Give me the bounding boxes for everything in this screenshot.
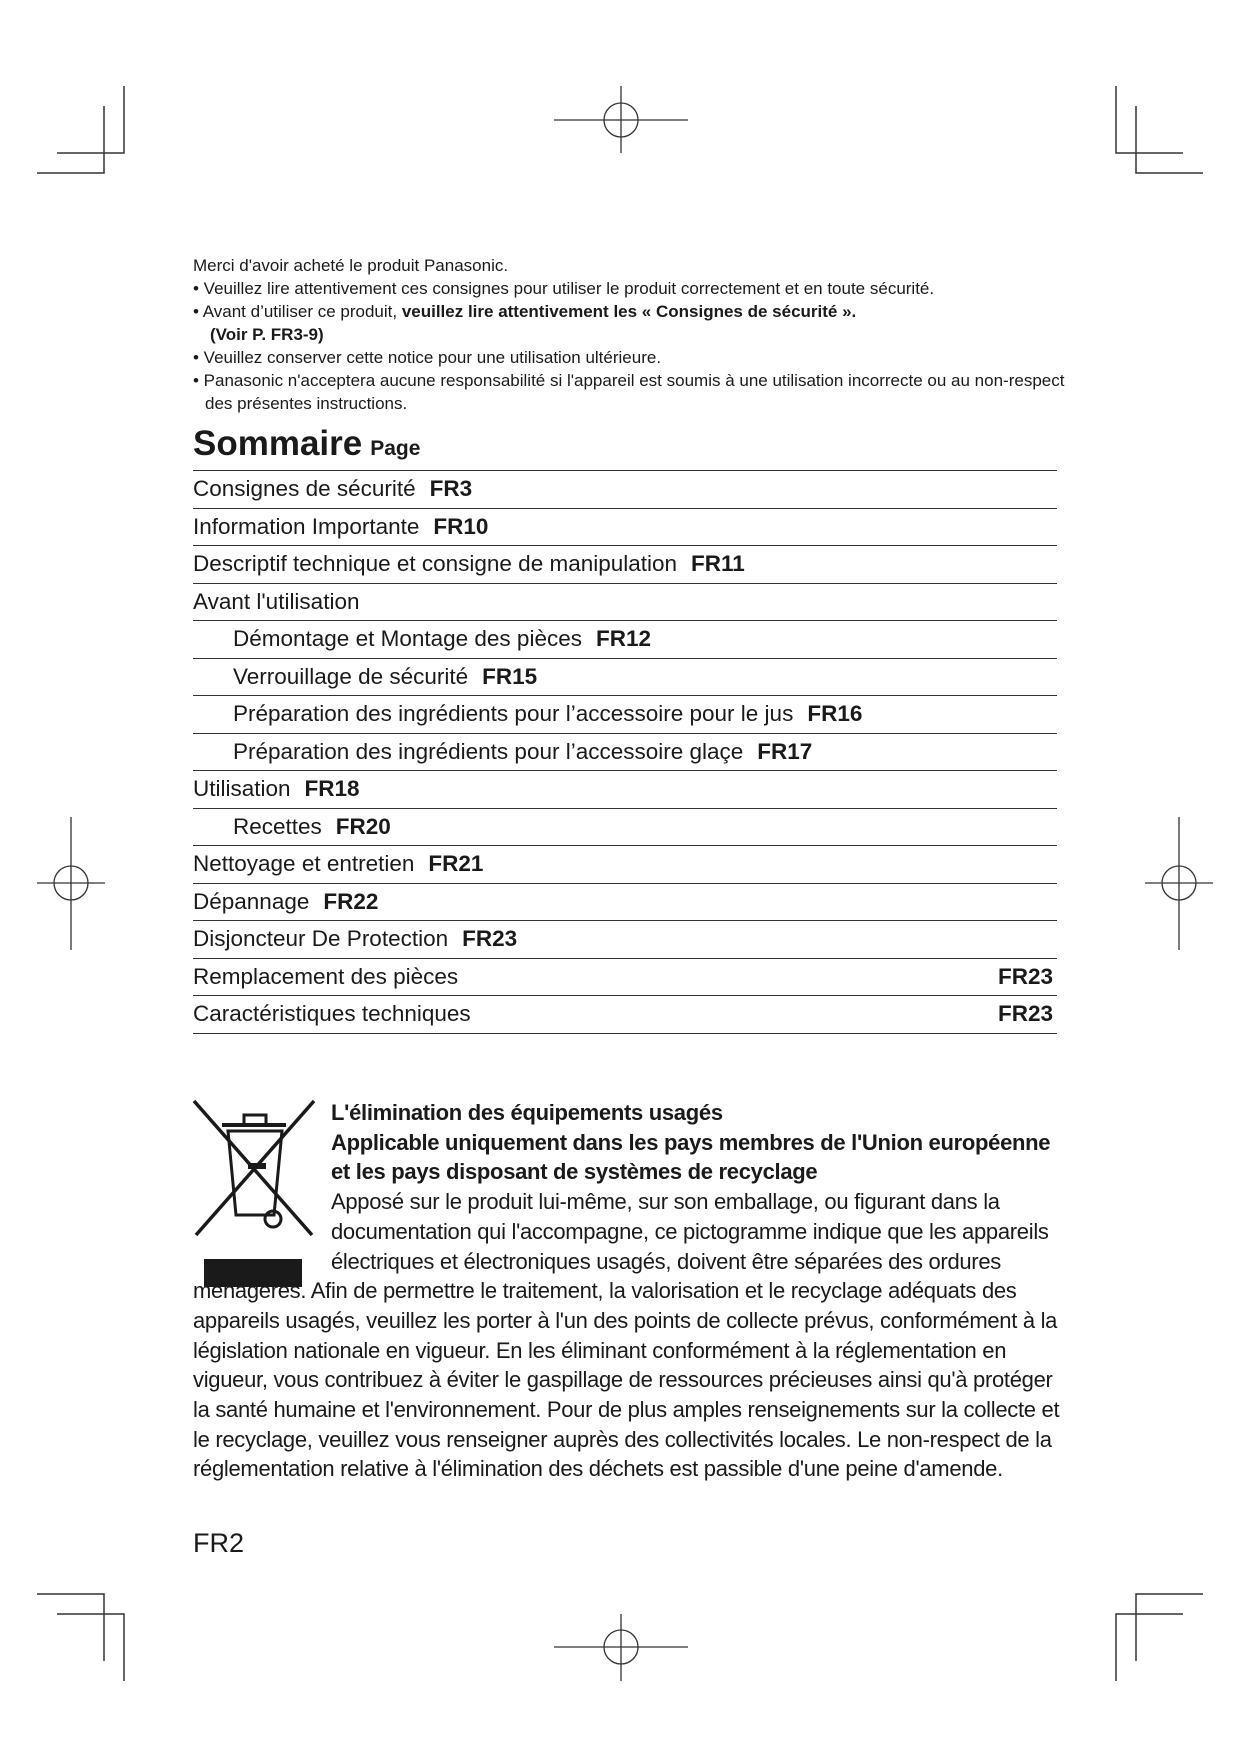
safety-page-reference: (Voir P. FR3-9) <box>210 325 324 344</box>
toc-row[interactable] <box>193 959 1057 997</box>
toc-entry-page: FR10 <box>433 513 489 539</box>
toc-row[interactable] <box>193 809 1057 847</box>
toc-entry-label: Démontage et Montage des pièces <box>233 626 582 652</box>
intro-bullet: • Veuillez lire attentivement ces consignes pour utiliser le produit correctement et en toute sécurité. <box>193 279 935 298</box>
toc-entry-label: Caractéristiques techniques <box>193 1001 471 1027</box>
disposal-section <box>193 1098 1073 1484</box>
toc-entry-label: Préparation des ingrédients pour l’accessoire glaçe <box>233 738 744 764</box>
toc-page-label: Page <box>370 437 421 460</box>
disposal-body: Apposé sur le produit lui-même, sur son emballage, ou figurant dans la documentation qui l'accompagne, ce pictogramme indique que les appareils électriques et électroniques usagés, doivent être séparées des ordures ménagères. Afin de permettre le traitement, la valorisation et le recyclage adéquats des appareils usagés, veuillez les porter à l'un des points de collecte prévus, conformément à la législation nationale en vigueur. En les éliminant conformément à la réglementation en vigueur, vous contribuez à éviter le gaspillage de ressources précieuses ainsi qu'à protéger la santé humaine et l'environnement. Pour de plus amples renseignements sur la collecte et le recyclage, veuillez vous renseigner auprès des collectivités locales. Le non-respect de la réglementation relative à l'élimination des déchets est passible d'une peine d'amende. <box>193 1189 1060 1482</box>
toc-entry-page: FR22 <box>323 888 379 914</box>
toc-row[interactable] <box>193 584 1057 622</box>
toc-entry-label: Recettes <box>233 813 322 839</box>
crop-mark-bottom-left <box>37 1594 124 1681</box>
toc-row[interactable] <box>193 921 1057 959</box>
toc-row[interactable] <box>193 696 1057 734</box>
toc-row[interactable] <box>193 621 1057 659</box>
intro-bullet: • Veuillez conserver cette notice pour une utilisation ultérieure. <box>193 348 662 367</box>
toc-entry-page: FR11 <box>691 551 745 577</box>
toc-entry-label: Verrouillage de sécurité <box>233 663 469 689</box>
crop-mark-bottom-right <box>1116 1594 1203 1681</box>
toc-entry-page: FR20 <box>335 813 391 839</box>
disposal-heading: L'élimination des équipements usagés <box>331 1100 723 1125</box>
toc-row[interactable] <box>193 884 1057 922</box>
registration-mark-left <box>37 817 105 950</box>
toc-entry-label: Préparation des ingrédients pour l’accessoire pour le jus <box>233 701 794 727</box>
bullet-bold-text: veuillez lire attentivement les « Consignes de sécurité ». <box>401 302 857 321</box>
toc-entry-label: Nettoyage et entretien <box>193 851 415 877</box>
toc-entry-label: Avant l'utilisation <box>193 588 360 614</box>
toc-entry-page: FR23 <box>997 963 1053 989</box>
toc-entry-page: FR3 <box>429 476 473 502</box>
toc-entry-page: FR12 <box>595 626 652 652</box>
toc-row[interactable] <box>193 734 1057 772</box>
toc-row[interactable] <box>193 546 1057 584</box>
toc-entry-page: FR15 <box>482 663 538 689</box>
toc-row[interactable] <box>193 996 1057 1034</box>
bullet-text: • Avant d’utiliser ce produit, <box>193 302 402 321</box>
toc-entry-page: FR21 <box>428 851 484 877</box>
toc-row[interactable] <box>193 846 1057 884</box>
toc-entry-page: FR16 <box>807 701 863 727</box>
toc-entry-label: Consignes de sécurité <box>193 476 416 502</box>
page-number: FR2 <box>193 1528 245 1558</box>
crop-mark-top-left <box>37 86 124 173</box>
toc-row[interactable] <box>193 659 1057 697</box>
toc-entry-label: Disjoncteur De Protection <box>193 926 449 952</box>
toc-heading: Sommaire <box>193 424 363 463</box>
toc-entry-label: Information Importante <box>193 513 420 539</box>
toc-row[interactable] <box>193 509 1057 547</box>
registration-mark-right <box>1145 817 1213 950</box>
toc-entry-page: FR17 <box>757 738 813 764</box>
registration-mark-bottom <box>554 1614 688 1681</box>
disposal-subheading: Applicable uniquement dans les pays membres de l'Union européenne et les pays disposant de systèmes de recyclage <box>331 1129 1051 1185</box>
toc-entry-page: FR18 <box>304 776 360 802</box>
toc-entry-page: FR23 <box>462 926 518 952</box>
crop-mark-top-right <box>1116 86 1203 173</box>
intro-notice <box>193 254 1073 415</box>
toc-title <box>193 424 420 464</box>
intro-thanks: Merci d'avoir acheté le produit Panasonic. <box>193 256 509 275</box>
toc-entry-label: Remplacement des pièces <box>193 963 459 989</box>
toc-entry-page: FR23 <box>997 1001 1053 1027</box>
toc-entry-label: Descriptif technique et consigne de manipulation <box>193 551 678 577</box>
toc-entry-label: Utilisation <box>193 776 291 802</box>
table-of-contents <box>193 470 1057 1034</box>
intro-bullet <box>193 300 1073 323</box>
toc-row[interactable] <box>193 771 1057 809</box>
registration-mark-top <box>554 86 688 153</box>
toc-entry-label: Dépannage <box>193 888 310 914</box>
intro-bullet: • Panasonic n'acceptera aucune responsabilité si l'appareil est soumis à une utilisation incorrecte ou au non-respect des présentes instructions. <box>193 371 1065 413</box>
toc-row[interactable] <box>193 471 1057 509</box>
